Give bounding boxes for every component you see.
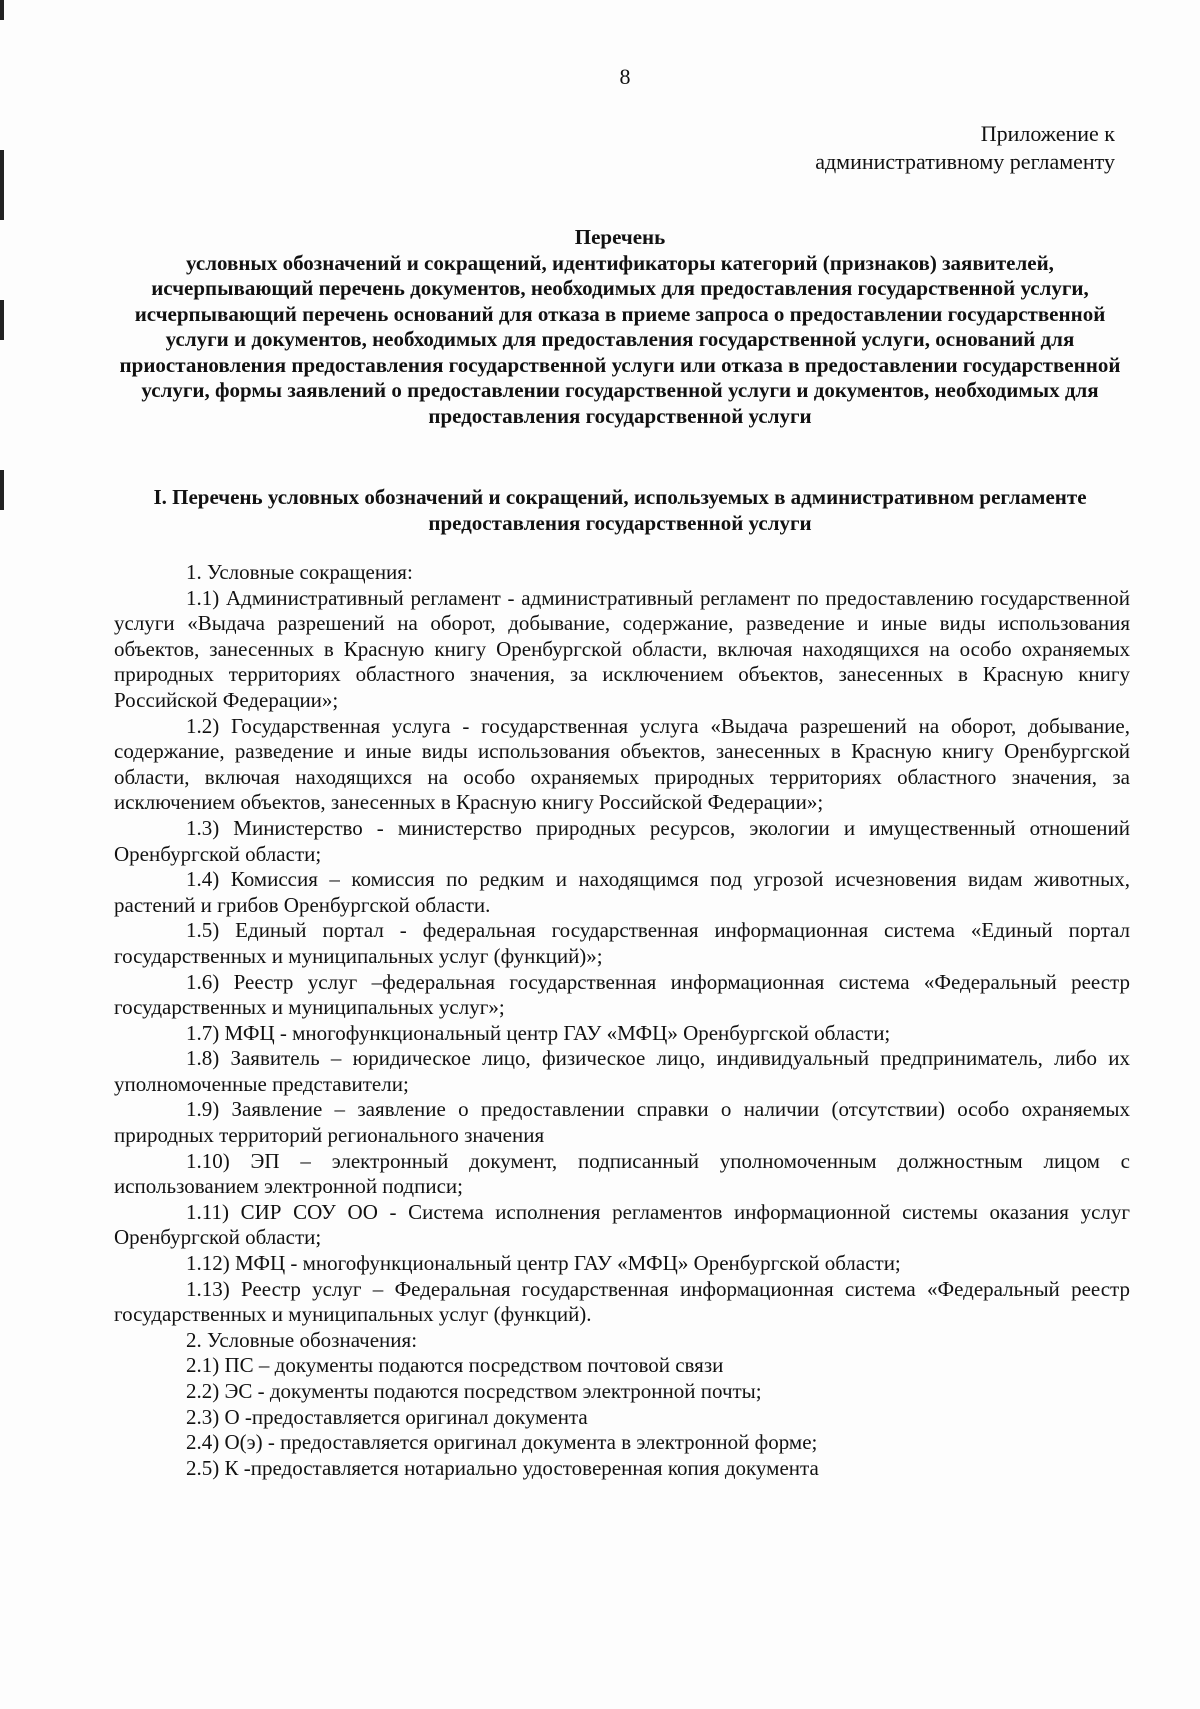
paragraph: 2.2) ЭС - документы подаются посредством электронной почты; (186, 1379, 762, 1403)
scan-edge-mark (0, 0, 4, 20)
paragraph: 1.7) МФЦ - многофункциональный центр ГАУ «МФЦ» Оренбургской области; (186, 1020, 891, 1045)
appendix-note (815, 120, 1115, 176)
paragraph: 1.1) Административный регламент - административный регламент по предоставлению государственной услуги «Выдача разрешений на оборот, добывание, содержание, разведение и иные виды использования объектов, занесенных в Красную книгу Оренбургской области, включая находящихся на особо охраняемых природных территориях областного значения, за исключением объектов, занесенных в Красную книгу Российской Федерации»; (114, 585, 1130, 712)
appendix-line-2: административному регламенту (815, 149, 1115, 174)
paragraph: 1.10) ЭП – электронный документ, подписанный уполномоченным должностным лицом с использованием электронной подписи; (114, 1148, 1130, 1199)
page-number: 8 (619, 64, 631, 89)
paragraph: 1.5) Единый портал - федеральная государственная информационная система «Единый портал государственных и муниципальных услуг (функций)»; (114, 918, 1130, 968)
document-body (114, 560, 1130, 1481)
paragraph: 1.12) МФЦ - многофункциональный центр ГАУ «МФЦ» Оренбургской области; (186, 1251, 901, 1276)
paragraph: 1.11) СИР СОУ ОО - Система исполнения регламентов информационной системы оказания услуг Оренбургской области; (114, 1199, 1130, 1250)
scan-edge-mark (0, 300, 4, 340)
paragraph: 1.4) Комиссия – комиссия по редким и находящимся под угрозой исчезновения видам животных, растений и грибов Оренбургской области. (114, 867, 1130, 917)
scan-edge-mark (0, 470, 4, 510)
title-text: условных обозначений и сокращений, идентификаторы категорий (признаков) заявителей, исчерпывающий перечень документов, необходимых для предоставления государственной услуги, исчерпывающий перечень оснований для отказа в приеме запроса о предоставлении государственной услуги и документов, необходимых для предоставления государственной услуги, оснований для приостановления предоставления государственной услуги или отказа в предоставлении государственной услуги, формы заявлений о предоставлении государственной услуги и документов, необходимых для предоставления государственной услуги (119, 250, 1121, 428)
paragraph: 1. Условные сокращения: (186, 560, 413, 584)
paragraph: 1.6) Реестр услуг –федеральная государственная информационная система «Федеральный реестр государственных и муниципальных услуг»; (114, 969, 1130, 1020)
paragraph: 1.13) Реестр услуг – Федеральная государственная информационная система «Федеральный реестр государственных и муниципальных услуг (функций). (114, 1276, 1130, 1327)
paragraph: 1.9) Заявление – заявление о предоставлении справки о наличии (отсутствии) особо охраняемых природных территорий регионального значения (114, 1097, 1130, 1148)
paragraph: 2.4) О(э) - предоставляется оригинал документа в электронной форме; (186, 1430, 818, 1455)
paragraph: 1.2) Государственная услуга - государственная услуга «Выдача разрешений на оборот, добывание, содержание, разведение и иные виды использования объектов, занесенных в Красную книгу Оренбургской области, включая находящихся на особо охраняемых природных территориях областного значения, за исключением объектов, занесенных в Красную книгу Российской Федерации»; (114, 713, 1130, 815)
paragraph: 2. Условные обозначения: (186, 1327, 418, 1352)
paragraph: 2.5) К -предоставляется нотариально удостоверенная копия документа (186, 1455, 819, 1480)
scan-edge-mark (0, 150, 4, 220)
paragraph: 2.1) ПС – документы подаются посредством почтовой связи (186, 1353, 724, 1378)
appendix-line-1: Приложение к (980, 121, 1115, 146)
paragraph: 1.3) Министерство - министерство природных ресурсов, экологии и имущественный отношений Оренбургской области; (114, 815, 1130, 866)
title-heading: Перечень (574, 225, 666, 249)
section-heading: I. Перечень условных обозначений и сокращений, используемых в административном регламенте предоставления государственной услуги (153, 485, 1087, 535)
paragraph: 1.8) Заявитель – юридическое лицо, физическое лицо, индивидуальный предприниматель, либо их уполномоченные представители; (114, 1046, 1130, 1096)
paragraph: 2.3) О -предоставляется оригинал документа (186, 1404, 588, 1429)
document-title (110, 225, 1130, 429)
